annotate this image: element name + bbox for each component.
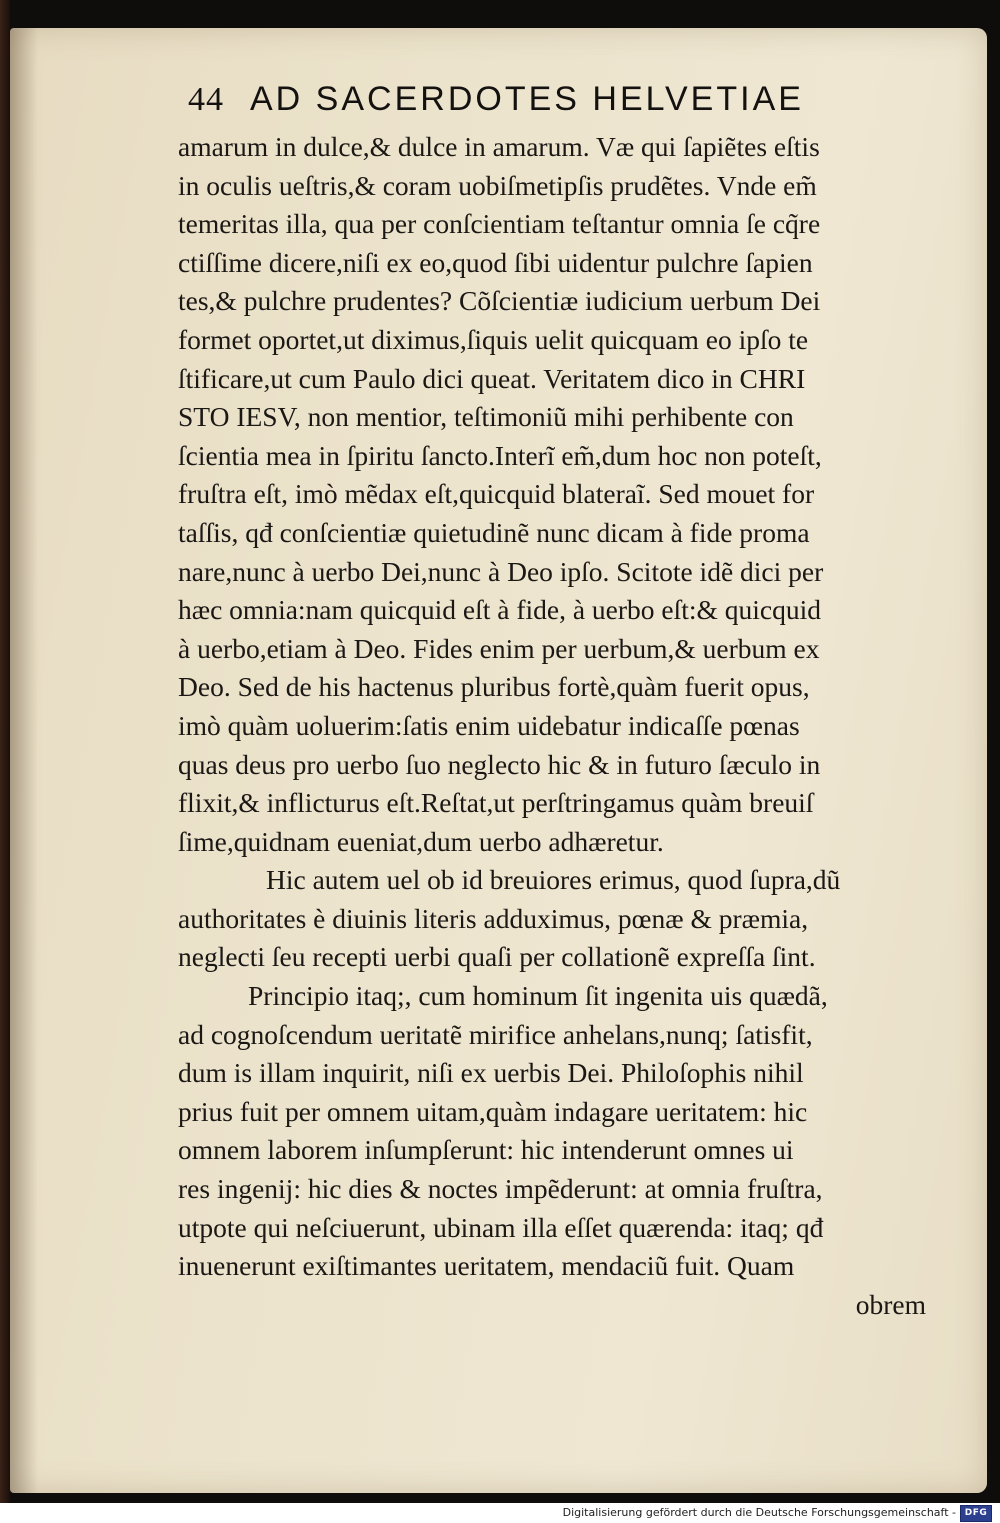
text-line: utpote qui neſciuerunt, ubinam illa eſſet quærenda: itaq; qđ <box>178 1211 824 1243</box>
running-head: AD SACERDOTES HELVETIAE <box>250 80 804 118</box>
page-number: 44 <box>188 81 224 118</box>
text-line: ſime,quidnam eueniat,dum uerbo adhæretur. <box>178 825 664 857</box>
text-line: ſtificare,ut cum Paulo dici queat. Veritatem dico in CHRI <box>178 362 806 394</box>
funding-credit: Digitalisierung gefördert durch die Deutsche Forschungsgemeinschaft - <box>562 1506 956 1519</box>
text-line: taſſis, qđ conſcientiæ quietudinẽ nunc dicam à fide proma <box>178 516 810 548</box>
text-line: amarum in dulce,& dulce in amarum. Væ qui ſapiẽtes eſtis <box>178 131 820 162</box>
text-line: res ingenij: hic dies & noctes impẽderunt: at omnia fruſtra, <box>178 1173 823 1205</box>
text-line: ad cognoſcendum ueritatẽ mirifice anhelans,nunq; ſatisfit, <box>178 1018 813 1050</box>
text-line: flixit,& inflicturus eſt.Reſtat,ut perſtringamus quàm breuiſ <box>178 787 814 819</box>
footer-bar <box>0 1503 1000 1523</box>
text-line: Deo. Sed de his hactenus pluribus fortè,quàm fuerit opus, <box>178 671 810 703</box>
text-line: STO IESV, non mentior, teſtimoniũ mihi perhibente con <box>178 401 794 433</box>
book-page <box>10 28 987 1493</box>
text-line: imò quàm uoluerim:ſatis enim uidebatur indicaſſe pœnas <box>178 709 800 741</box>
text-line: authoritates è diuinis literis adduximus, pœnæ & præmia, <box>178 902 809 934</box>
catchword: obrem <box>855 1288 926 1320</box>
text-line: hæc omnia:nam quicquid eſt à fide, à uerbo eſt:& quicquid <box>178 594 822 626</box>
text-line: nare,nunc à uerbo Dei,nunc à Deo ipſo. Scitote idẽ dici per <box>178 555 824 587</box>
book-binding-edge <box>0 0 10 1503</box>
paragraph-start-line: Hic autem uel ob id breuiores erimus, quod ſupra,dũ <box>266 864 841 896</box>
text-line: quas deus pro uerbo ſuo neglecto hic & in futuro ſæculo in <box>178 748 821 780</box>
dfg-logo: DFG <box>960 1505 992 1522</box>
page-header <box>188 80 888 130</box>
text-line: tes,& pulchre prudentes? Cõſcientiæ iudicium uerbum Dei <box>178 285 821 317</box>
text-line: formet oportet,ut diximus,ſiquis uelit quicquam eo ipſo te <box>178 323 809 355</box>
paragraph-start-line: Principio itaq;, cum hominum ſit ingenita uis quædã, <box>248 980 828 1012</box>
text-line: prius fuit per omnem uitam,quàm indagare ueritatem: hic <box>178 1095 808 1127</box>
text-line: à uerbo,etiam à Deo. Fides enim per uerbum,& uerbum ex <box>178 632 820 664</box>
text-line: dum is illam inquirit, niſi ex uerbis Dei. Philoſophis nihil <box>178 1057 804 1089</box>
text-line: ſcientia mea in ſpiritu ſancto.Interĩ em̃,dum hoc non poteſt, <box>178 439 822 471</box>
page-gutter-shadow <box>10 28 38 1493</box>
text-line: in oculis ueſtris,& coram uobiſmetipſis prudẽtes. Vnde em̃ <box>178 169 817 201</box>
text-line: temeritas illa, qua per conſcientiam teſtantur omnia ſe cq̃re <box>178 208 821 240</box>
text-line: inuenerunt exiſtimantes ueritatem, mendaciũ fuit. Quam <box>178 1250 795 1282</box>
text-block <box>178 128 948 1324</box>
text-line: neglecti ſeu recepti uerbi quaſi per collationẽ expreſſa ſint. <box>178 941 816 973</box>
text-line: ctiſſime dicere,niſi ex eo,quod ſibi uidentur pulchre ſapien <box>178 246 813 278</box>
text-line: fruſtra eſt, imò mẽdax eſt,quicquid blateraĩ. Sed mouet for <box>178 478 815 510</box>
text-line: omnem laborem inſumpſerunt: hic intenderunt omnes ui <box>178 1134 794 1166</box>
